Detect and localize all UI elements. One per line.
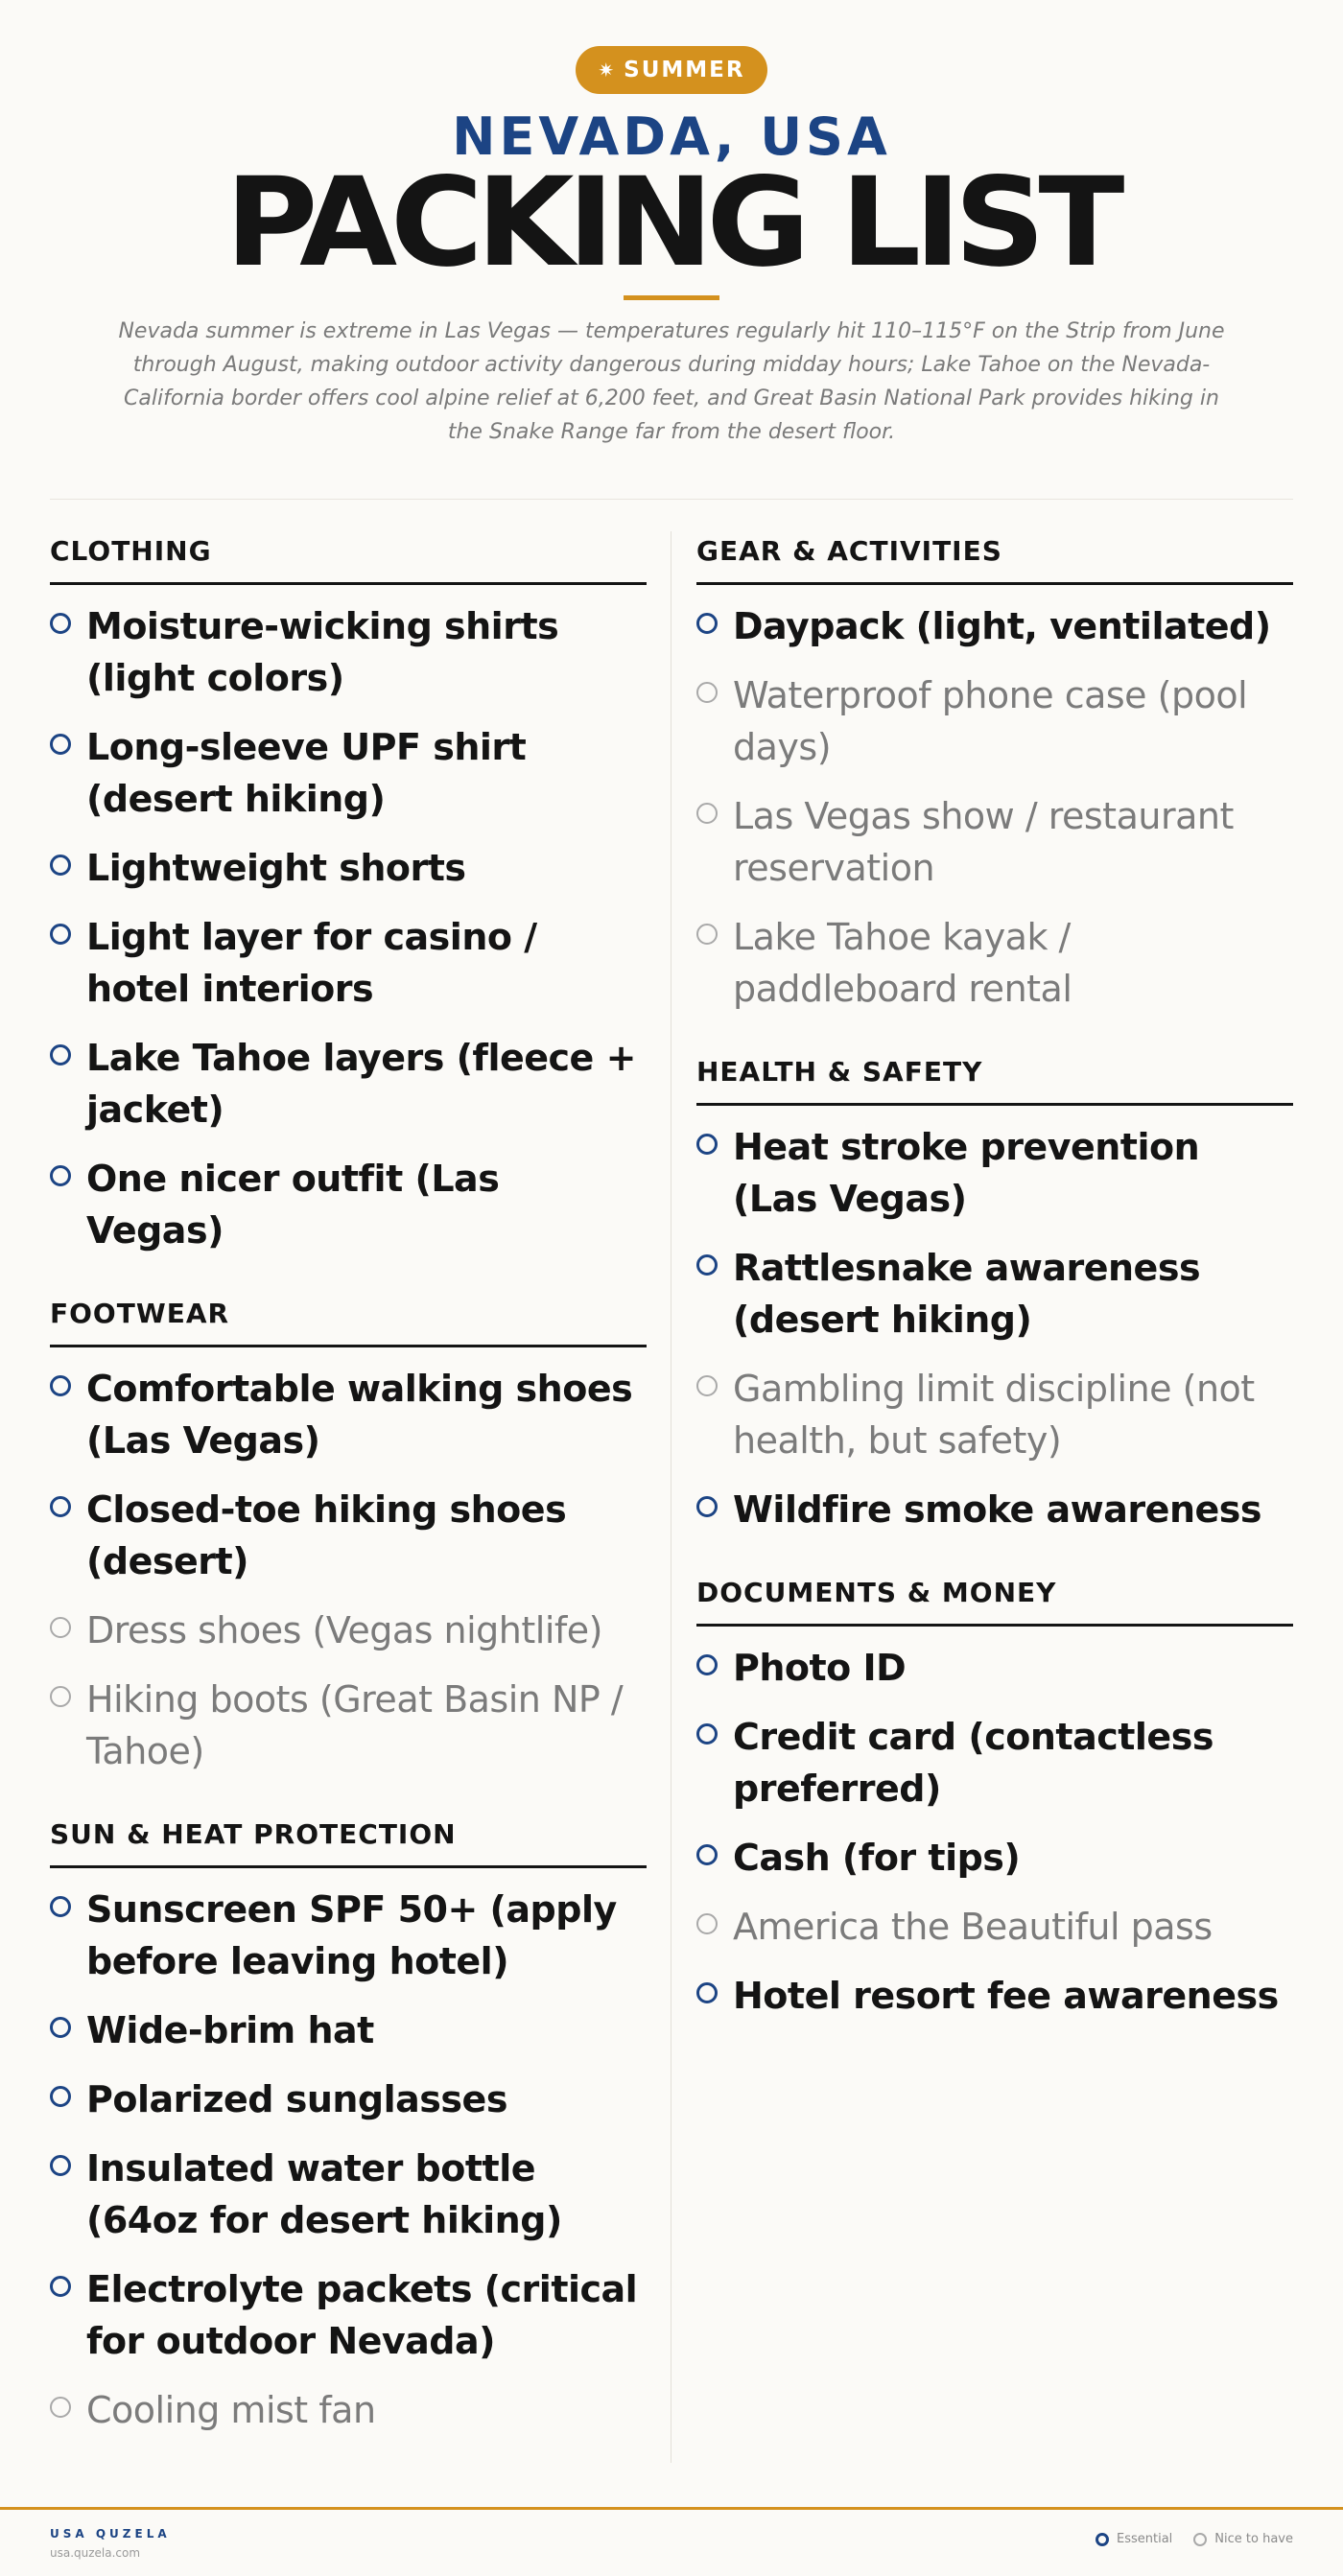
essential-circle-icon[interactable] <box>50 2017 71 2038</box>
checklist-item[interactable] <box>50 1363 647 1466</box>
section <box>696 1053 1293 1535</box>
item-label: Comfortable walking shoes (Las Vegas) <box>86 1368 633 1462</box>
essential-circle-icon[interactable] <box>50 1375 71 1396</box>
checklist-item[interactable] <box>696 600 1293 652</box>
essential-circle-icon[interactable] <box>50 1165 71 1186</box>
section-title: HEALTH & SAFETY <box>696 1053 1293 1106</box>
essential-circle-icon[interactable] <box>696 1254 718 1276</box>
section <box>50 1815 647 2436</box>
item-label: Polarized sunglasses <box>86 2078 507 2120</box>
essential-circle-icon[interactable] <box>696 1654 718 1675</box>
section <box>696 1574 1293 2022</box>
item-label: Hiking boots (Great Basin NP / Tahoe) <box>86 1678 624 1772</box>
essential-circle-icon[interactable] <box>50 1044 71 1066</box>
item-label: Cash (for tips) <box>733 1837 1021 1879</box>
footer-rule <box>0 2507 1343 2510</box>
header-divider <box>50 499 1293 500</box>
essential-circle-icon[interactable] <box>696 1982 718 2003</box>
item-label: Hotel resort fee awareness <box>733 1975 1279 2017</box>
item-label: Wildfire smoke awareness <box>733 1488 1262 1531</box>
item-label: Lake Tahoe kayak / paddleboard rental <box>733 916 1072 1010</box>
checklist-item[interactable] <box>696 1242 1293 1346</box>
item-label: Lightweight shorts <box>86 847 466 889</box>
brand-name: USA QUZELA <box>50 2527 171 2541</box>
checklist-item[interactable] <box>696 911 1293 1015</box>
essential-circle-icon[interactable] <box>696 1723 718 1745</box>
column-divider <box>671 531 672 2463</box>
right-column <box>696 532 1293 2060</box>
checklist-item[interactable] <box>696 1901 1293 1953</box>
essential-circle-icon <box>1096 2533 1109 2546</box>
item-label: Long-sleeve UPF shirt (desert hiking) <box>86 726 527 820</box>
checklist-item[interactable] <box>50 1884 647 1987</box>
location-subtitle: NEVADA, USA <box>452 106 891 167</box>
item-label: Cooling mist fan <box>86 2389 376 2431</box>
sun-icon: ✷ <box>598 59 617 82</box>
item-label: Lake Tahoe layers (fleece + jacket) <box>86 1037 636 1131</box>
section-title: DOCUMENTS & MONEY <box>696 1574 1293 1627</box>
essential-circle-icon[interactable] <box>696 613 718 634</box>
title-underline <box>624 295 719 300</box>
item-label: Waterproof phone case (pool days) <box>733 674 1248 768</box>
item-label: One nicer outfit (Las Vegas) <box>86 1158 500 1252</box>
checklist-item[interactable] <box>50 2263 647 2367</box>
nice-circle-icon <box>1193 2533 1207 2546</box>
checklist-item[interactable] <box>696 1121 1293 1225</box>
essential-circle-icon[interactable] <box>50 2086 71 2107</box>
section-title: FOOTWEAR <box>50 1295 647 1347</box>
item-label: Daypack (light, ventilated) <box>733 605 1271 647</box>
checklist-item[interactable] <box>696 790 1293 894</box>
item-label: Moisture-wicking shirts (light colors) <box>86 605 559 699</box>
item-label: Insulated water bottle (64oz for desert hiking) <box>86 2147 562 2241</box>
section-title: CLOTHING <box>50 532 647 585</box>
checklist-item[interactable] <box>50 2143 647 2246</box>
checklist-item[interactable] <box>696 669 1293 773</box>
nice-circle-icon[interactable] <box>50 1686 71 1707</box>
essential-circle-icon[interactable] <box>696 1134 718 1155</box>
checklist-item[interactable] <box>696 1711 1293 1815</box>
legend-essential-label: Essential <box>1117 2532 1173 2546</box>
checklist-item[interactable] <box>50 1032 647 1136</box>
checklist-item[interactable] <box>50 721 647 825</box>
essential-circle-icon[interactable] <box>50 924 71 945</box>
essential-circle-icon[interactable] <box>696 1496 718 1517</box>
left-column <box>50 532 647 2474</box>
item-label: Photo ID <box>733 1647 907 1689</box>
item-label: Closed-toe hiking shoes (desert) <box>86 1488 567 1582</box>
section <box>696 532 1293 1015</box>
item-label: Electrolyte packets (critical for outdoor Nevada) <box>86 2268 638 2362</box>
brand-url: usa.quzela.com <box>50 2546 141 2560</box>
checklist-item[interactable] <box>50 1604 647 1656</box>
section <box>50 1295 647 1777</box>
item-label: Heat stroke prevention (Las Vegas) <box>733 1126 1200 1220</box>
section <box>50 532 647 1256</box>
item-label: Gambling limit discipline (not health, but safety) <box>733 1368 1255 1462</box>
checklist-item[interactable] <box>696 1642 1293 1694</box>
item-label: Dress shoes (Vegas nightlife) <box>86 1609 602 1651</box>
item-label: Light layer for casino / hotel interiors <box>86 916 537 1010</box>
essential-circle-icon[interactable] <box>50 734 71 755</box>
season-badge <box>576 46 767 94</box>
nice-circle-icon[interactable] <box>50 1617 71 1638</box>
checklist-item[interactable] <box>696 1832 1293 1884</box>
nice-circle-icon[interactable] <box>696 1913 718 1934</box>
essential-circle-icon[interactable] <box>50 1896 71 1917</box>
nice-circle-icon[interactable] <box>696 682 718 703</box>
intro-paragraph: Nevada summer is extreme in Las Vegas — temperatures regularly hit 110–115°F on the Strip from June through August, making outdoor activity dangerous during midday hours; Lake Tahoe on the Nevada-California border offers cool alpine relief at 6,200 feet, and Great Basin National Park provides hiking in the Snake Range far from the desert floor. <box>118 319 1225 444</box>
essential-circle-icon[interactable] <box>50 2276 71 2297</box>
checklist-item[interactable] <box>50 1674 647 1777</box>
essential-circle-icon[interactable] <box>50 855 71 876</box>
checklist-item[interactable] <box>50 911 647 1015</box>
item-label: Rattlesnake awareness (desert hiking) <box>733 1247 1201 1341</box>
legend-nice <box>1193 2532 1293 2546</box>
item-label: Las Vegas show / restaurant reservation <box>733 795 1234 889</box>
nice-circle-icon[interactable] <box>696 1375 718 1396</box>
item-label: Sunscreen SPF 50+ (apply before leaving hotel) <box>86 1888 617 1982</box>
checklist-item[interactable] <box>50 2384 647 2436</box>
checklist-item[interactable] <box>696 1484 1293 1535</box>
checklist-item[interactable] <box>50 2004 647 2056</box>
checklist-item[interactable] <box>50 1484 647 1587</box>
checklist-item[interactable] <box>696 1970 1293 2022</box>
section-title: SUN & HEAT PROTECTION <box>50 1815 647 1868</box>
legend <box>1096 2532 1293 2546</box>
essential-circle-icon[interactable] <box>50 2155 71 2176</box>
page-title: PACKING LIST <box>224 152 1119 294</box>
nice-circle-icon[interactable] <box>50 2397 71 2418</box>
legend-nice-label: Nice to have <box>1214 2532 1293 2546</box>
legend-essential <box>1096 2532 1172 2546</box>
essential-circle-icon[interactable] <box>50 1496 71 1517</box>
checklist-item[interactable] <box>50 1153 647 1256</box>
essential-circle-icon[interactable] <box>50 613 71 634</box>
section-title: GEAR & ACTIVITIES <box>696 532 1293 585</box>
essential-circle-icon[interactable] <box>696 1844 718 1865</box>
checklist-item[interactable] <box>50 842 647 894</box>
checklist-item[interactable] <box>50 600 647 704</box>
item-label: Credit card (contactless preferred) <box>733 1716 1213 1810</box>
season-label: SUMMER <box>624 58 745 82</box>
item-label: Wide-brim hat <box>86 2009 374 2051</box>
item-label: America the Beautiful pass <box>733 1906 1213 1948</box>
nice-circle-icon[interactable] <box>696 924 718 945</box>
nice-circle-icon[interactable] <box>696 803 718 824</box>
checklist-item[interactable] <box>696 1363 1293 1466</box>
checklist-item[interactable] <box>50 2073 647 2125</box>
